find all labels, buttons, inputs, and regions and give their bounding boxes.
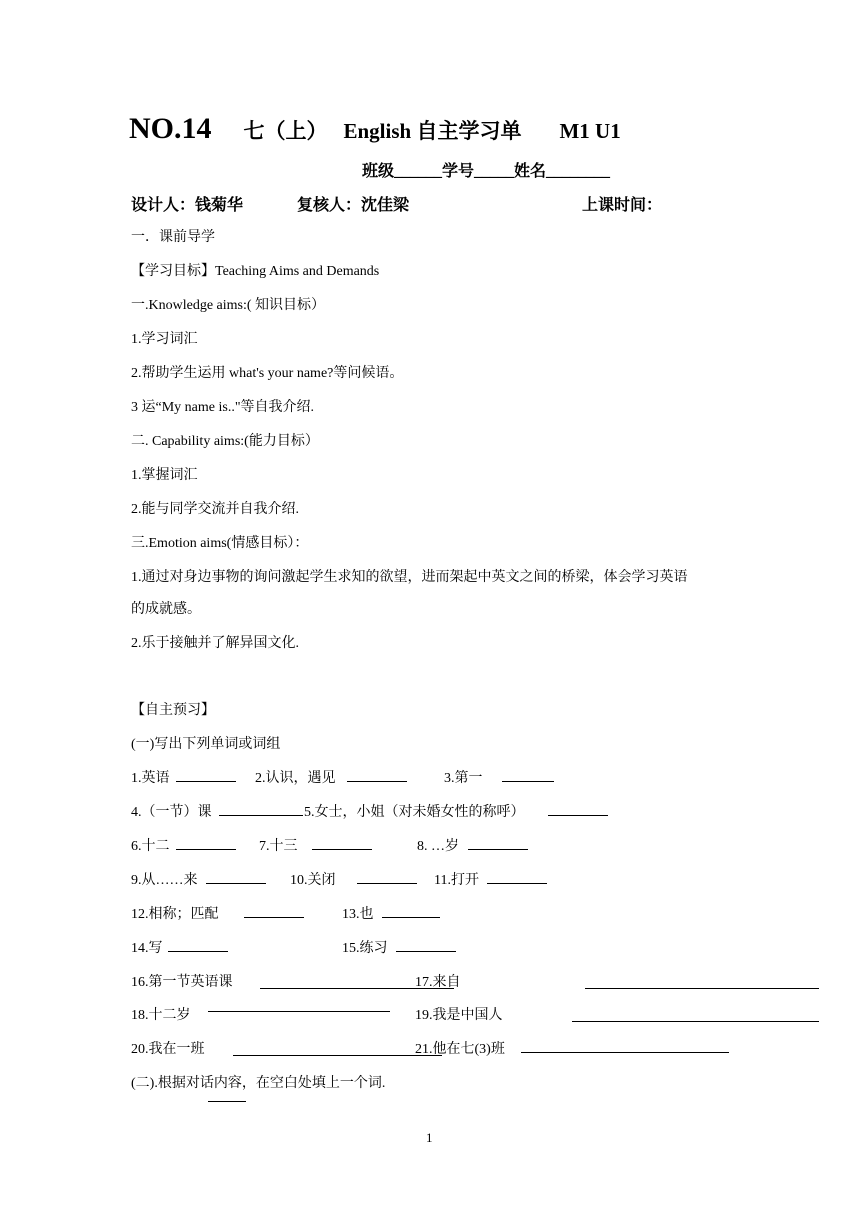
capability-aims-title: 二. Capability aims:(能力目标） bbox=[131, 434, 319, 449]
answer-blank[interactable] bbox=[176, 849, 236, 850]
class-time: 上课时间： bbox=[582, 197, 663, 214]
capability-item: 1.掌握词汇 bbox=[131, 468, 198, 483]
doc-number: NO.14 bbox=[129, 112, 212, 145]
emotion-item: 1.通过对身边事物的询问激起学生求知的欲望，进而架起中英文之间的桥梁，体会学习英语 bbox=[131, 570, 688, 585]
knowledge-item: 1.学习词汇 bbox=[131, 332, 198, 347]
vocab-item: 12.相称；匹配 bbox=[131, 907, 219, 922]
vocab-item: 14.写 bbox=[131, 941, 163, 956]
vocab-item: 18.十二岁 bbox=[131, 1008, 191, 1023]
answer-blank[interactable] bbox=[206, 883, 266, 884]
part2-title: (二).根据对话内容，在空白处填上一个词. bbox=[131, 1076, 386, 1091]
answer-blank[interactable] bbox=[244, 917, 304, 918]
vocab-item: 11.打开 bbox=[434, 873, 479, 888]
subject-label: English 自主学习单 bbox=[343, 119, 522, 143]
aims-title: 【学习目标】Teaching Aims and Demands bbox=[131, 264, 380, 279]
vocab-item: 7.十三 bbox=[259, 839, 298, 854]
emotion-item: 2.乐于接触并了解异国文化. bbox=[131, 636, 299, 651]
reviewer: 复核人：沈佳梁 bbox=[297, 197, 410, 214]
designer: 设计人：钱菊华 bbox=[131, 197, 244, 214]
page-number: 1 bbox=[426, 1130, 433, 1145]
answer-blank[interactable] bbox=[176, 781, 236, 782]
vocab-item: 9.从……来 bbox=[131, 873, 198, 888]
capability-item: 2.能与同学交流并自我介绍. bbox=[131, 502, 299, 517]
emotion-item: 的成就感。 bbox=[131, 602, 201, 617]
vocab-item: 6.十二 bbox=[131, 839, 170, 854]
answer-blank[interactable] bbox=[357, 883, 417, 884]
vocab-item: 2.认识，遇见 bbox=[255, 771, 336, 786]
answer-blank[interactable] bbox=[572, 1021, 819, 1022]
vocab-item: 1.英语 bbox=[131, 771, 170, 786]
knowledge-aims-title: 一.Knowledge aims:( 知识目标） bbox=[131, 298, 326, 313]
vocab-item: 3.第一 bbox=[444, 771, 483, 786]
answer-blank[interactable] bbox=[585, 988, 819, 989]
answer-blank[interactable] bbox=[468, 849, 528, 850]
answer-blank[interactable] bbox=[208, 1101, 246, 1102]
answer-blank[interactable] bbox=[233, 1055, 442, 1056]
answer-blank[interactable] bbox=[502, 781, 554, 782]
vocab-item: 15.练习 bbox=[342, 941, 388, 956]
vocab-item: 4.（一节）课 bbox=[131, 805, 212, 820]
vocab-item: 10.关闭 bbox=[290, 873, 336, 888]
answer-blank[interactable] bbox=[548, 815, 608, 816]
vocab-item: 17.来自 bbox=[415, 975, 461, 990]
answer-blank[interactable] bbox=[312, 849, 372, 850]
vocab-item: 13.也 bbox=[342, 907, 374, 922]
answer-blank[interactable] bbox=[219, 815, 303, 816]
answer-blank[interactable] bbox=[521, 1052, 729, 1053]
student-fields: 班级______学号_____姓名________ bbox=[362, 163, 611, 180]
vocab-item: 8. …岁 bbox=[417, 839, 459, 854]
unit-label: M1 U1 bbox=[559, 119, 621, 143]
answer-blank[interactable] bbox=[208, 1011, 390, 1012]
answer-blank[interactable] bbox=[347, 781, 407, 782]
answer-blank[interactable] bbox=[382, 917, 440, 918]
vocab-item: 19.我是中国人 bbox=[415, 1008, 503, 1023]
vocab-item: 5.女士，小姐（对未婚女性的称呼） bbox=[304, 805, 525, 820]
preview-title: 【自主预习】 bbox=[131, 703, 215, 718]
emotion-aims-title: 三.Emotion aims(情感目标）： bbox=[131, 536, 309, 551]
vocab-item: 21.他在七(3)班 bbox=[415, 1042, 505, 1057]
answer-blank[interactable] bbox=[168, 951, 228, 952]
vocab-item: 16.第一节英语课 bbox=[131, 975, 233, 990]
vocab-item: 20.我在一班 bbox=[131, 1042, 205, 1057]
answer-blank[interactable] bbox=[487, 883, 547, 884]
part1-title: (一)写出下列单词或词组 bbox=[131, 737, 281, 752]
knowledge-item: 2.帮助学生运用 what's your name?等问候语。 bbox=[131, 366, 404, 381]
grade-label: 七（上） bbox=[243, 119, 328, 143]
section1-title: 一．课前导学 bbox=[131, 230, 215, 245]
knowledge-item: 3 运“My name is.."等自我介绍. bbox=[131, 400, 315, 415]
answer-blank[interactable] bbox=[396, 951, 456, 952]
page-title bbox=[129, 112, 621, 146]
